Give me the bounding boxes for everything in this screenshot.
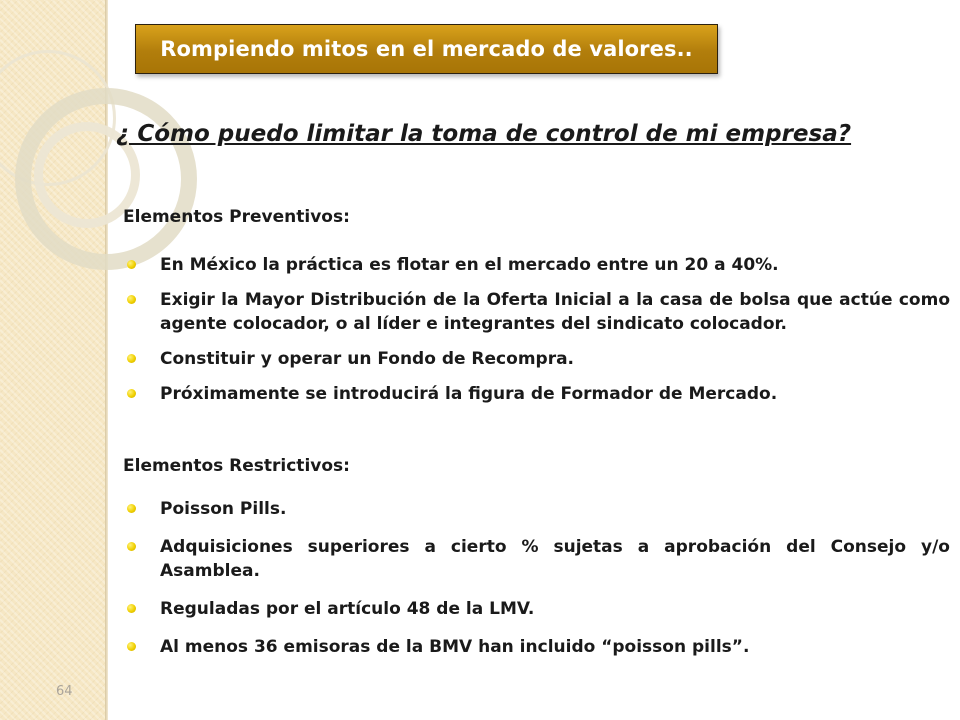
slide-title: Rompiendo mitos en el mercado de valores..	[160, 37, 693, 61]
list-item-text: Al menos 36 emisoras de la BMV han incluido “poisson pills”.	[160, 637, 750, 657]
slide-title-banner	[135, 24, 718, 74]
bullet-dot	[127, 389, 136, 398]
list-item	[123, 597, 950, 621]
restrictive-heading: Elementos Restrictivos:	[123, 456, 350, 476]
list-item	[123, 497, 950, 521]
page-number: 64	[56, 684, 73, 699]
list-item	[123, 347, 950, 371]
list-item	[123, 635, 950, 659]
list-item-text: Constituir y operar un Fondo de Recompra.	[160, 349, 575, 369]
bullet-dot	[127, 354, 136, 363]
bullet-dot	[127, 642, 136, 651]
list-item-text: Poisson Pills.	[160, 499, 287, 519]
bullet-dot	[127, 260, 136, 269]
preventive-list	[123, 253, 950, 406]
list-item	[123, 535, 950, 583]
bullet-dot	[127, 295, 136, 304]
list-item-text: Exigir la Mayor Distribución de la Oferta Inicial a la casa de bolsa que actúe como agente colocador, o al líder e integrantes del sindicato colocador.	[160, 290, 950, 334]
bullet-dot	[127, 504, 136, 513]
list-item-text: Adquisiciones superiores a cierto % sujetas a aprobación del Consejo y/o Asamblea.	[160, 537, 950, 581]
restrictive-list	[123, 497, 950, 659]
list-item-text: En México la práctica es flotar en el mercado entre un 20 a 40%.	[160, 255, 779, 275]
bullet-dot	[127, 542, 136, 551]
list-item	[123, 382, 950, 406]
list-item-text: Reguladas por el artículo 48 de la LMV.	[160, 599, 535, 619]
question-heading: ¿ Cómo puedo limitar la toma de control de mi empresa?	[116, 121, 852, 147]
list-item	[123, 253, 950, 277]
list-item	[123, 288, 950, 336]
list-item-text: Próximamente se introducirá la figura de Formador de Mercado.	[160, 384, 778, 404]
bullet-dot	[127, 604, 136, 613]
preventive-heading: Elementos Preventivos:	[123, 207, 350, 227]
